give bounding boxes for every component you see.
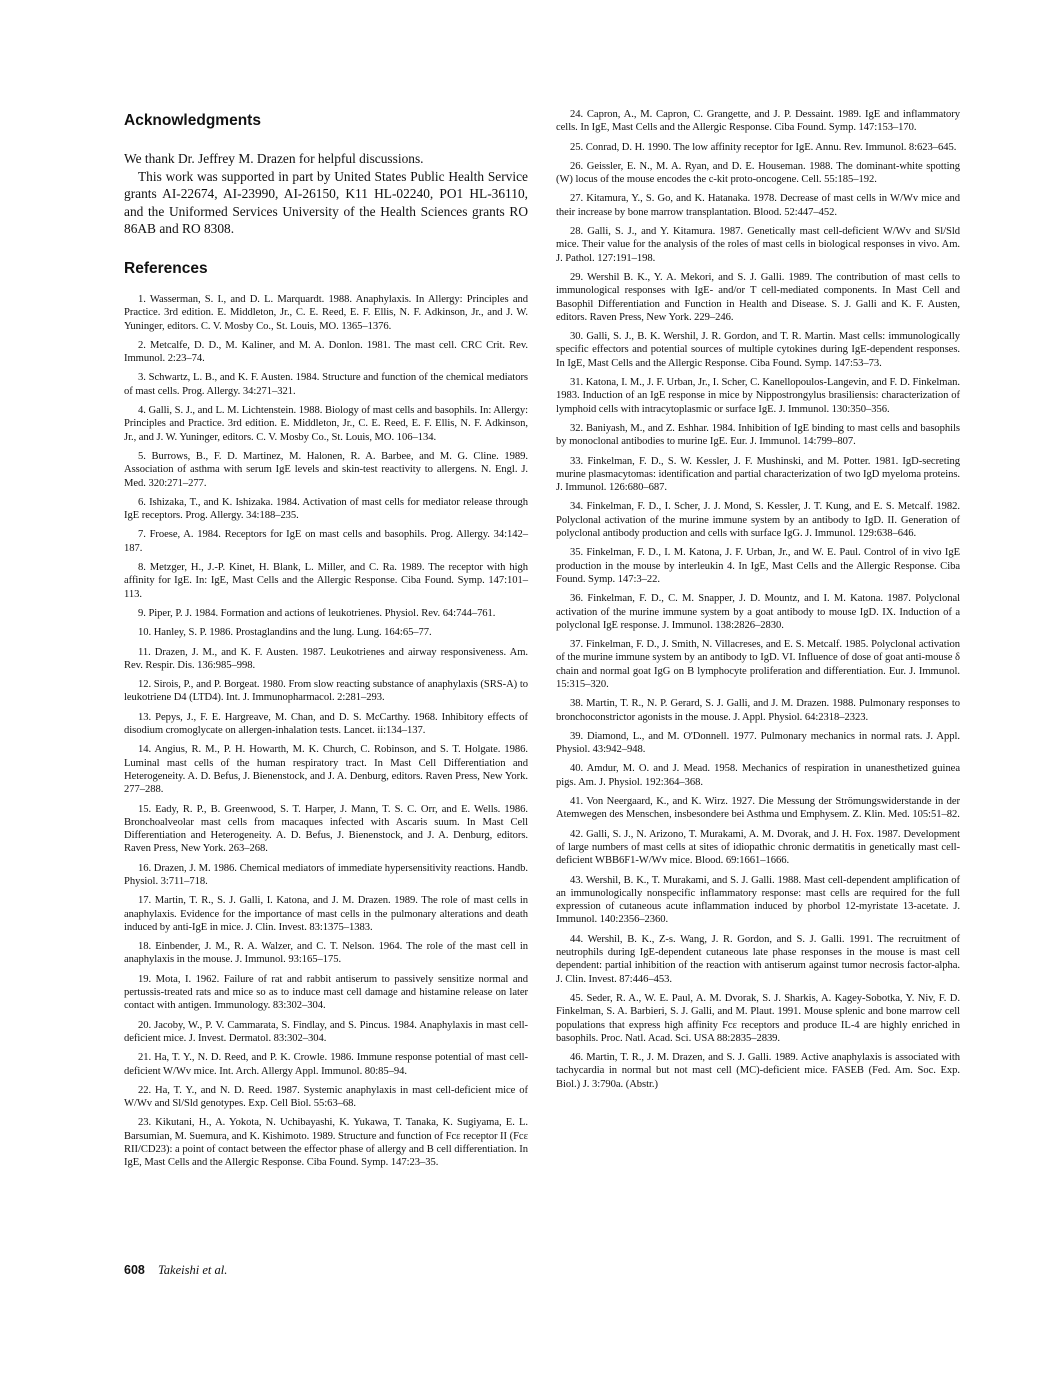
reference-item: 44. Wershil, B. K., Z-s. Wang, J. R. Gordon, and S. J. Galli. 1991. The recruitment of neutrophils during IgE-dependent cutaneous late phase responses in the mouse is mast cell dependent: partial inhibition of the reaction with antiserum against tumor necrosis factor-alpha. J. Clin. Invest. 87:446–453. bbox=[556, 933, 960, 985]
reference-item: 39. Diamond, L., and M. O'Donnell. 1977. Pulmonary mechanics in normal rats. J. Appl. Physiol. 43:942–948. bbox=[556, 730, 960, 756]
reference-item: 3. Schwartz, L. B., and K. F. Austen. 1984. Structure and function of the chemical mediators of mast cells. Prog. Allergy. 34:271–321. bbox=[124, 372, 528, 397]
reference-item: 40. Amdur, M. O. and J. Mead. 1958. Mechanics of respiration in unanesthetized guinea pigs. Am. J. Physiol. 192:364–368. bbox=[556, 763, 960, 788]
reference-item: 15. Eady, R. P., B. Greenwood, S. T. Harper, J. Mann, T. S. C. Orr, and E. Wells. 1986. Bronchoalveolar mast cells from macaques infected with Ascaris suum. In Mast Cell Differentiation and Heterogeneity. A. D. Befus, J. Bienenstock, and J. A. Denburg, editors. Raven Press, New York. 263–268. bbox=[124, 803, 528, 855]
page-number: 608 bbox=[124, 1263, 145, 1277]
reference-item: 4. Galli, S. J., and L. M. Lichtenstein. 1988. Biology of mast cells and basophils. In: Allergy: Principles and Practice. 3rd edition. E. Middleton, Jr., C. E. Reed, E. F. Ellis, N. F. Adkinson, Jr., and J. W. Yuninger, editors. C. V. Mosby Co., St. Louis, MO. 106–134. bbox=[124, 405, 528, 443]
reference-list-left bbox=[124, 293, 528, 1176]
reference-item: 35. Finkelman, F. D., I. M. Katona, J. F. Urban, Jr., and W. E. Paul. Control of in vivo IgE production in the mouse by interleukin 4. In IgE, Mast Cells and the Allergic Response. Ciba Found. Symp. 147:3–22. bbox=[556, 547, 960, 585]
reference-item: 12. Sirois, P., and P. Borgeat. 1980. From slow reacting substance of anaphylaxis (SRS-A) to leukotriene D4 (LTD4). Int. J. Immunopharmacol. 2:281–293. bbox=[124, 679, 528, 704]
reference-item: 36. Finkelman, F. D., C. M. Snapper, J. D. Mountz, and I. M. Katona. 1987. Polyclonal activation of the murine immune system by a goat antibody to mouse IgD. IX. Induction of a polyclonal IgE response. J. Immunol. 138:2826–2830. bbox=[556, 593, 960, 631]
reference-item: 14. Angius, R. M., P. H. Howarth, M. K. Church, C. Robinson, and S. T. Holgate. 1986. Luminal mast cells of the human respiratory tract. In Mast Cell Differentiation and Heterogeneity. A. D. Befus, J. Bienenstock, and J. A. Denburg, editors. Raven Press, New York. 277–288. bbox=[124, 744, 528, 796]
reference-item: 19. Mota, I. 1962. Failure of rat and rabbit antiserum to passively sensitize normal and pertussis-treated rats and mice so as to induce mast cell damage and histamine release on later contact with antigen. Immunology. 83:302–304. bbox=[124, 973, 528, 1012]
running-authors: Takeishi et al. bbox=[157, 1263, 228, 1277]
reference-item: 26. Geissler, E. N., M. A. Ryan, and D. E. Houseman. 1988. The dominant-white spotting (W) locus of the mouse encodes the c-kit proto-oncogene. Cell. 55:185–192. bbox=[556, 160, 960, 186]
reference-item: 2. Metcalfe, D. D., M. Kaliner, and M. A. Donlon. 1981. The mast cell. CRC Crit. Rev. Immunol. 2:23–74. bbox=[124, 339, 528, 365]
reference-item: 23. Kikutani, H., A. Yokota, N. Uchibayashi, K. Yukawa, T. Tanaka, K. Sugiyama, E. L. Barsumian, M. Suemura, and K. Kishimoto. 1989. Structure and function of Fcε receptor II (Fcε RII/CD23): a point of contact between the effector phase of allergy and B cell differentiation. In IgE, Mast Cells and the Allergic Response. Ciba Found. Symp. 147:23–35. bbox=[124, 1117, 528, 1169]
reference-item: 43. Wershil, B. K., T. Murakami, and S. J. Galli. 1988. Mast cell-dependent amplification of an immunologically nonspecific inflammatory response: mast cells are required for the full expression of cutaneous acute inflammation induced by phorbol 12-myristate 13-acetate. J. Immunol. 140:2356–2360. bbox=[556, 874, 960, 926]
references-heading: References bbox=[124, 260, 208, 277]
reference-item: 28. Galli, S. J., and Y. Kitamura. 1987. Genetically mast cell-deficient W/Wv and Sl/Sld mice. Their value for the analysis of the roles of mast cells in biological responses in vivo. Am. J. Pathol. 127:191–198. bbox=[556, 226, 960, 264]
reference-item: 22. Ha, T. Y., and N. D. Reed. 1987. Systemic anaphylaxis in mast cell-deficient mice of W/Wv and Sl/Sld genotypes. Exp. Cell Biol. 55:63–68. bbox=[124, 1084, 528, 1110]
reference-item: 7. Froese, A. 1984. Receptors for IgE on mast cells and basophils. Prog. Allergy. 34:142–187. bbox=[124, 529, 528, 554]
reference-item: 32. Baniyash, M., and Z. Eshhar. 1984. Inhibition of IgE binding to mast cells and basophils by monoclonal antibodies to murine IgE. Eur. J. Immunol. 14:799–807. bbox=[556, 422, 960, 448]
reference-item: 37. Finkelman, F. D., J. Smith, N. Villacreses, and E. S. Metcalf. 1985. Polyclonal activation of the murine immune system by an antibody to IgD. VI. Influence of dose of goat anti-mouse δ chain and normal goat IgG on B lymphocyte proliferation and differentiation. Eur. J. Immunol. 15:315–320. bbox=[556, 639, 960, 690]
acknowledgments-heading: Acknowledgments bbox=[124, 112, 261, 129]
reference-item: 21. Ha, T. Y., N. D. Reed, and P. K. Crowle. 1986. Immune response potential of mast cell-deficient W/Wv mice. Int. Arch. Allergy Appl. Immunol. 80:85–94. bbox=[124, 1052, 528, 1077]
reference-item: 46. Martin, T. R., J. M. Drazen, and S. J. Galli. 1989. Active anaphylaxis is associated with tachycardia in normal but not mast cell (MC)-deficient mice. FASEB (Fed. Am. Soc. Exp. Biol.) J. 3:790a. (Abstr.) bbox=[556, 1052, 960, 1090]
reference-item: 24. Capron, A., M. Capron, C. Grangette, and J. P. Dessaint. 1989. IgE and inflammatory cells. In IgE, Mast Cells and the Allergic Response. Ciba Found. Symp. 147:153–170. bbox=[556, 109, 960, 134]
reference-item: 6. Ishizaka, T., and K. Ishizaka. 1984. Activation of mast cells for mediator release through IgE receptors. Prog. Allergy. 34:188–235. bbox=[124, 496, 528, 522]
reference-item: 10. Hanley, S. P. 1986. Prostaglandins and the lung. Lung. 164:65–77. bbox=[138, 627, 432, 639]
reference-item: 25. Conrad, D. H. 1990. The low affinity receptor for IgE. Annu. Rev. Immunol. 8:623–645. bbox=[570, 141, 957, 153]
reference-item: 29. Wershil B. K., Y. A. Mekori, and S. J. Galli. 1989. The contribution of mast cells to immunological responses with IgE- and/or T cell-mediated components. In Mast Cell and Basophil Differentiation and Function in Health and Disease. S. J. Galli and K. F. Austen, editors. Raven Press, New York. 229–246. bbox=[556, 271, 960, 323]
reference-list-right bbox=[556, 108, 960, 1097]
reference-item: 8. Metzger, H., J.-P. Kinet, H. Blank, L. Miller, and C. Ra. 1989. The receptor with high affinity for IgE. In: IgE, Mast Cells and the Allergic Response. Ciba Found. Symp. 147:101–113. bbox=[124, 562, 528, 600]
reference-item: 33. Finkelman, F. D., S. W. Kessler, J. F. Mushinski, and M. Potter. 1981. IgD-secreting murine plasmacytomas: identification and partial characterization of two IgD myeloma proteins. J. Immunol. 126:680–687. bbox=[556, 455, 960, 494]
reference-item: 41. Von Neergaard, K., and K. Wirz. 1927. Die Messung der Strömungswiderstande in der Atemwegen des Menschen, insbesondere bei Asthma und Emphysem. Z. Klin. Med. 105:51–82. bbox=[556, 796, 960, 821]
acknowledgments-paragraph: This work was supported in part by United States Public Health Service grants AI-22674, AI-23990, AI-26150, K11 HL-02240, PO1 HL-36110, and the Uniformed Services University of the Health Sciences grants RO 86AB and RO 8308. bbox=[124, 168, 528, 237]
reference-item: 30. Galli, S. J., B. K. Wershil, J. R. Gordon, and T. R. Martin. Mast cells: immunologically specific effectors and potential sources of multiple cytokines during IgE-dependent responses. In IgE, Mast Cells and the Allergic Response. Ciba Found. Symp. 147:53–73. bbox=[556, 331, 960, 369]
reference-item: 34. Finkelman, F. D., I. Scher, J. J. Mond, S. Kessler, J. T. Kung, and E. S. Metcalf. 1982. Polyclonal activation of the murine immune system by an antibody to IgD. II. Generation of polyclonal antibody production and cells with surface IgG. J. Immunol. 129:638–646. bbox=[556, 501, 960, 540]
reference-item: 42. Galli, S. J., N. Arizono, T. Murakami, A. M. Dvorak, and J. H. Fox. 1987. Development of large numbers of mast cells at sites of idiopathic chronic dermatitis in genetically mast cell-deficient WBB6F1-W/Wv mice. Blood. 69:1661–1666. bbox=[556, 828, 960, 867]
reference-item: 11. Drazen, J. M., and K. F. Austen. 1987. Leukotrienes and airway responsiveness. Am. Rev. Respir. Dis. 136:985–998. bbox=[124, 646, 528, 671]
reference-item: 17. Martin, T. R., S. J. Galli, I. Katona, and J. M. Drazen. 1989. The role of mast cells in anaphylaxis. Evidence for the importance of mast cells in the pulmonary alterations and death induced by anti-IgE in mice. J. Clin. Invest. 83:1375–1383. bbox=[124, 895, 528, 933]
reference-item: 38. Martin, T. R., N. P. Gerard, S. J. Galli, and J. M. Drazen. 1988. Pulmonary responses to bronchoconstrictor agonists in the mouse. J. Appl. Physiol. 64:2318–2323. bbox=[556, 698, 960, 723]
reference-item: 1. Wasserman, S. I., and D. L. Marquardt. 1988. Anaphylaxis. In Allergy: Principles and Practice. 3rd edition. E. Middleton, Jr., C. E. Reed, E. F. Ellis, N. F. Adkinson, Jr., and J. W. Yuninger, editors. C. V. Mosby Co., St. Louis, MO. 1365–1376. bbox=[124, 294, 528, 332]
reference-item: 18. Einbender, J. M., R. A. Walzer, and C. T. Nelson. 1964. The role of the mast cell in anaphylaxis in the mouse. J. Immunol. 93:165–175. bbox=[124, 941, 528, 966]
acknowledgments-text bbox=[124, 150, 528, 238]
reference-item: 31. Katona, I. M., J. F. Urban, Jr., I. Scher, C. Kanellopoulos-Langevin, and F. D. Finkelman. 1983. Induction of an IgE response in mice by Nippostrongylus brasiliensis: characterization of lymphoid cells with intracytoplasmic or surface IgE. J. Immunol. 130:350–356. bbox=[556, 377, 960, 415]
page-footer bbox=[124, 1263, 227, 1278]
reference-item: 16. Drazen, J. M. 1986. Chemical mediators of immediate hypersensitivity reactions. Handb. Physiol. 3:711–718. bbox=[124, 862, 528, 887]
acknowledgments-paragraph: We thank Dr. Jeffrey M. Drazen for helpful discussions. bbox=[124, 151, 424, 166]
reference-item: 45. Seder, R. A., W. E. Paul, A. M. Dvorak, S. J. Sharkis, A. Kagey-Sobotka, Y. Niv, F. D. Finkelman, S. A. Barbieri, S. J. Galli, and M. Plaut. 1991. Mouse splenic and bone marrow cell populations that express high affinity Fcε receptors and produce IL-4 are highly enriched in basophils. Proc. Natl. Acad. Sci. USA 88:2835–2839. bbox=[556, 992, 960, 1044]
reference-item: 9. Piper, P. J. 1984. Formation and actions of leukotrienes. Physiol. Rev. 64:744–761. bbox=[138, 607, 496, 619]
reference-item: 5. Burrows, B., F. D. Martinez, M. Halonen, R. A. Barbee, and M. G. Cline. 1989. Association of asthma with serum IgE levels and skin-test reactivity to allergens. N. Engl. J. Med. 320:271–277. bbox=[124, 450, 528, 489]
reference-item: 13. Pepys, J., F. E. Hargreave, M. Chan, and D. S. McCarthy. 1968. Inhibitory effects of disodium cromoglycate on allergen-inhalation tests. Lancet. ii:134–137. bbox=[124, 711, 528, 737]
reference-item: 20. Jacoby, W., P. V. Cammarata, S. Findlay, and S. Pincus. 1984. Anaphylaxis in mast cell-deficient mice. J. Invest. Dermatol. 83:302–304. bbox=[124, 1019, 528, 1044]
reference-item: 27. Kitamura, Y., S. Go, and K. Hatanaka. 1978. Decrease of mast cells in W/Wv mice and their increase by bone marrow transplantation. Blood. 52:447–452. bbox=[556, 193, 960, 218]
